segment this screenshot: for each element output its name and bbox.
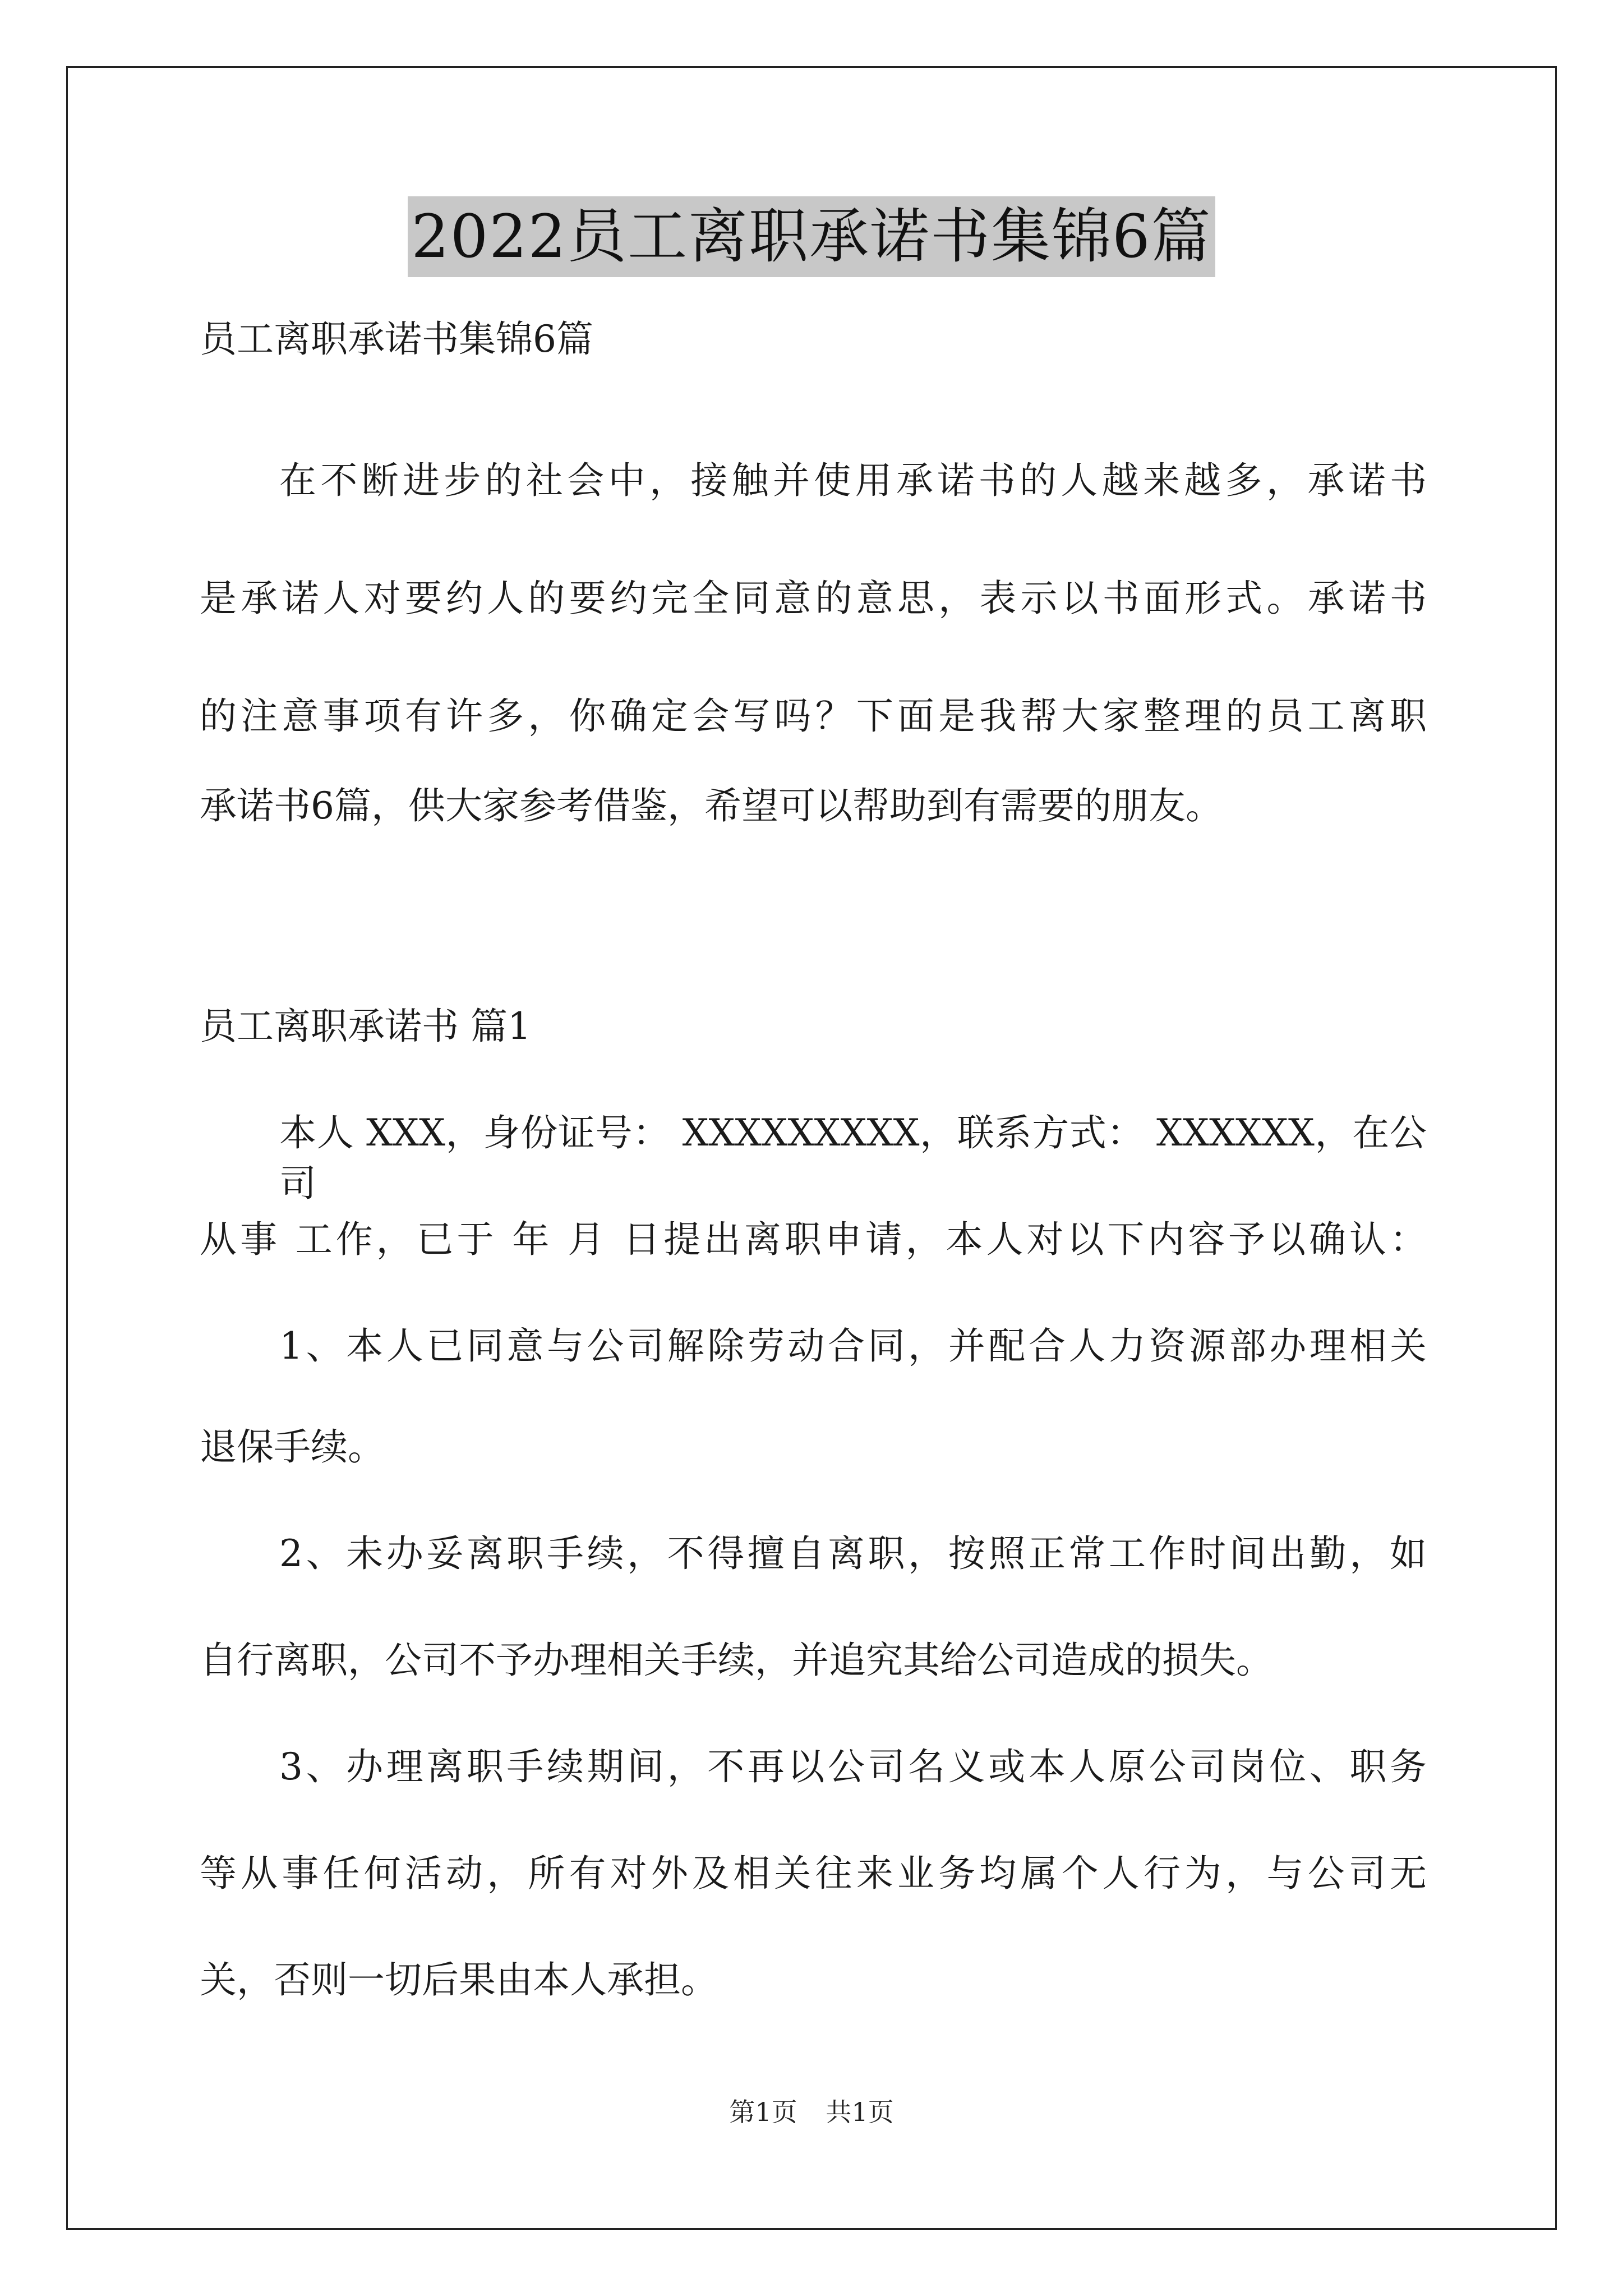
body-line-2: 从事 工作，已于 年 月 日提出离职申请，本人对以下内容予以确认： bbox=[200, 1218, 1427, 1261]
section-heading: 员工离职承诺书 篇1 bbox=[200, 1005, 531, 1048]
document-title: 2022员工离职承诺书集锦6篇 bbox=[408, 196, 1215, 277]
page-number-current: 第1页 bbox=[729, 2097, 797, 2127]
title-wrapper bbox=[0, 196, 1623, 277]
body-line-6: 自行离职，公司不予办理相关手续，并追究其给公司造成的损失。 bbox=[200, 1639, 1273, 1682]
body-line-7: 3、办理离职手续期间，不再以公司名义或本人原公司岗位、职务 bbox=[279, 1745, 1427, 1788]
page-footer bbox=[0, 2095, 1623, 2129]
intro-line-3: 的注意事项有许多，你确定会写吗？下面是我帮大家整理的员工离职 bbox=[200, 694, 1427, 738]
body-line-5: 2、未办妥离职手续，不得擅自离职，按照正常工作时间出勤，如 bbox=[279, 1532, 1427, 1575]
body-line-3: 1、本人已同意与公司解除劳动合同，并配合人力资源部办理相关 bbox=[279, 1324, 1427, 1368]
intro-line-1: 在不断进步的社会中，接触并使用承诺书的人越来越多，承诺书 bbox=[279, 459, 1427, 502]
intro-line-4: 承诺书6篇，供大家参考借鉴，希望可以帮助到有需要的朋友。 bbox=[200, 784, 1223, 827]
body-line-4: 退保手续。 bbox=[200, 1425, 385, 1469]
document-subtitle: 员工离职承诺书集锦6篇 bbox=[200, 318, 593, 361]
page-number-total: 共1页 bbox=[826, 2097, 894, 2127]
body-line-1: 本人 XXX，身份证号： XXXXXXXXX，联系方式： XXXXXX，在公司 bbox=[279, 1111, 1427, 1205]
body-line-8: 等从事任何活动，所有对外及相关往来业务均属个人行为，与公司无 bbox=[200, 1852, 1427, 1895]
intro-line-2: 是承诺人对要约人的要约完全同意的意思，表示以书面形式。承诺书 bbox=[200, 577, 1427, 620]
body-line-9: 关，否则一切后果由本人承担。 bbox=[200, 1958, 718, 2001]
